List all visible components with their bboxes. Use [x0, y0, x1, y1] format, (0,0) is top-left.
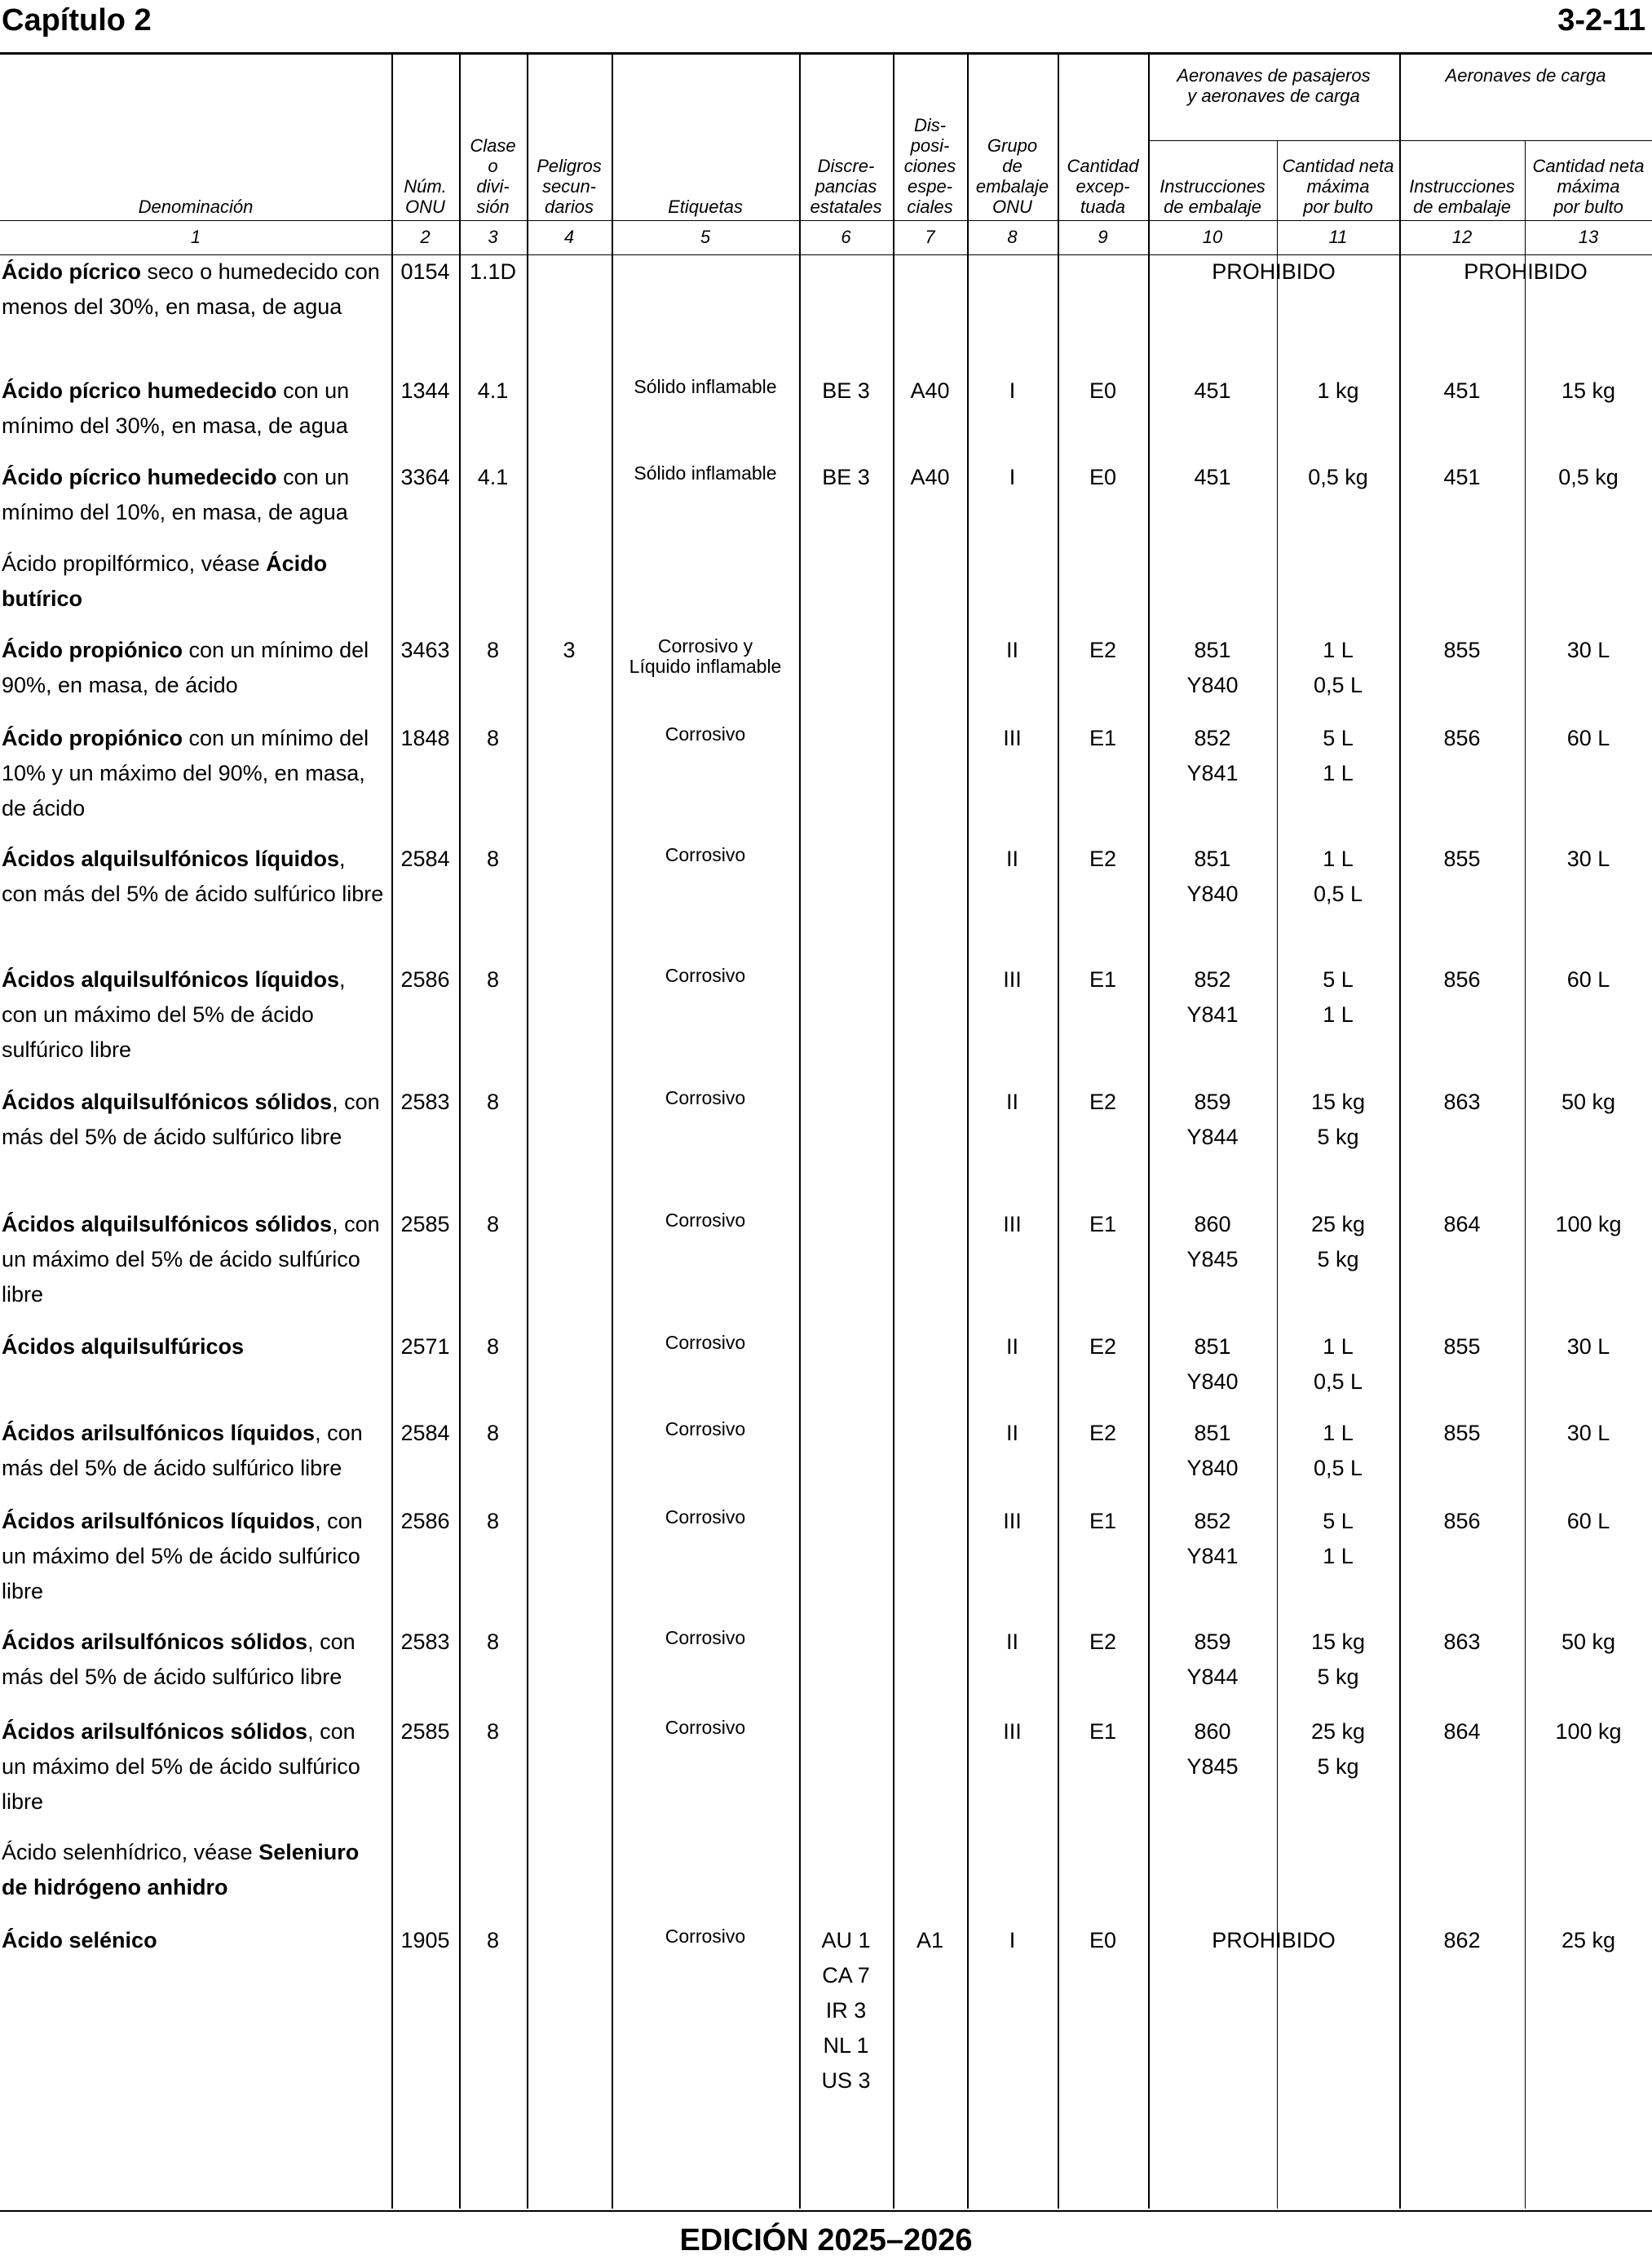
cell-class: 8 [486, 1629, 500, 1654]
cell-pax_q: 1 L 0,5 L [1313, 1421, 1363, 1480]
name-bold: Ácido propiónico [2, 638, 183, 662]
edition-footer: EDICIÓN 2025–2026 [679, 2223, 973, 2257]
column-number-pg: 8 [1007, 227, 1018, 247]
column-header-eq: Cantidad excep- tuada [1067, 156, 1139, 217]
cell-cao_pi: 856 [1443, 967, 1481, 992]
cell-labels: Corrosivo [665, 1418, 746, 1439]
cell-class: 8 [486, 638, 500, 662]
substance-name [2, 460, 385, 530]
name-text: , con más del 5% de ácido sulfúrico libre [2, 847, 384, 906]
cell-cao_q: 100 kg [1555, 1212, 1622, 1236]
column-number-eq: 9 [1098, 227, 1108, 247]
cell-labels: Corrosivo [665, 1209, 746, 1231]
cell-pg: III [1003, 1212, 1022, 1236]
group-header-rule [1148, 140, 1652, 141]
name-bold: Ácidos arilsulfónicos sólidos [2, 1629, 308, 1654]
cell-cao_pi: 864 [1443, 1719, 1481, 1744]
cell-pg: II [1005, 1334, 1018, 1359]
cell-pax_q: 25 kg 5 kg [1310, 1719, 1366, 1779]
cell-pg: II [1005, 638, 1018, 662]
cell-un: 2571 [400, 1334, 450, 1359]
name-text: con un mínimo del 10% y un máximo del 90%, en masa, de ácido [2, 726, 369, 820]
cell-un: 0154 [400, 259, 450, 284]
cell-pg: III [1003, 967, 1022, 992]
name-bold: Seleniuro de hidrógeno anhidro [2, 1840, 360, 1899]
cell-disc: BE 3 [822, 378, 870, 403]
substance-name [2, 1504, 385, 1609]
cell-class: 8 [486, 1334, 500, 1359]
cell-eq: E2 [1089, 1334, 1117, 1359]
substance-name [2, 1329, 385, 1364]
cell-sp: A40 [910, 378, 950, 403]
column-number-labels: 5 [700, 227, 711, 247]
cell-pax_q: 1 L 0,5 L [1313, 638, 1363, 697]
cell-labels: Corrosivo [665, 1332, 746, 1353]
cell-pg: II [1005, 847, 1018, 871]
cell-cao_q: 0,5 kg [1558, 465, 1619, 489]
cell-eq: E0 [1089, 1928, 1117, 1952]
cell-class: 1.1D [469, 259, 517, 284]
cell-cao_pi: 451 [1443, 378, 1481, 403]
cell-pax_q: 1 kg [1317, 378, 1359, 403]
cell-cao_pi: 451 [1443, 465, 1481, 489]
cell-eq: E1 [1089, 967, 1117, 992]
cell-pax_pi: 851 Y840 [1186, 1334, 1239, 1394]
cell-un: 2586 [400, 1509, 450, 1533]
cell-cao_q: 15 kg [1561, 378, 1616, 403]
cell-class: 8 [486, 1212, 500, 1236]
column-header-sp: Dis- posi- ciones espe- ciales [903, 115, 956, 217]
cell-pg: I [1009, 378, 1016, 403]
cell-cao_pi: 864 [1443, 1212, 1481, 1236]
cell-un: 2584 [400, 847, 450, 871]
cell-cao_q: 60 L [1566, 726, 1610, 750]
cell-labels: Sólido inflamable [634, 376, 777, 397]
cell-pax_q: 5 L 1 L [1323, 726, 1354, 785]
cell-class: 8 [486, 1928, 500, 1952]
column-header-cao_q: Cantidad neta máxima por bulto [1532, 156, 1645, 217]
column-number-name: 1 [190, 227, 201, 247]
cell-labels: Corrosivo [665, 1087, 746, 1108]
cell-cao_pi: 855 [1443, 1421, 1481, 1445]
column-number-cao_pi: 12 [1451, 227, 1473, 247]
cell-class: 4.1 [477, 378, 509, 403]
cell-cao_q: 50 kg [1561, 1629, 1616, 1654]
cell-pax_q: 1 L 0,5 L [1313, 847, 1363, 906]
cell-eq: E1 [1089, 726, 1117, 750]
name-text: , con un máximo del 5% de ácido sulfúrico libre [2, 1212, 380, 1307]
cell-cao_q: 60 L [1566, 1509, 1610, 1533]
cell-class: 8 [486, 1421, 500, 1445]
substance-name [2, 1207, 385, 1312]
cell-pg: I [1009, 465, 1016, 489]
cell-cao_q: 30 L [1566, 638, 1610, 662]
name-bold: Ácidos alquilsulfónicos sólidos [2, 1212, 333, 1236]
cell-sub: 3 [563, 638, 576, 662]
cell-pg: I [1009, 1928, 1016, 1952]
cell-un: 1848 [400, 726, 450, 750]
header-rule [0, 52, 1652, 55]
column-rule [527, 54, 528, 2209]
cell-cao_pi: 855 [1443, 847, 1481, 871]
substance-name [2, 842, 385, 912]
cell-class: 8 [486, 1090, 500, 1114]
cell-un: 1905 [400, 1928, 450, 1952]
cell-un: 3364 [400, 465, 450, 489]
cell-eq: E1 [1089, 1212, 1117, 1236]
substance-name [2, 1835, 385, 1905]
name-bold: Ácido propiónico [2, 726, 183, 750]
column-label-rule [0, 220, 1652, 221]
substance-name [2, 633, 385, 703]
cell-pax_pi: 852 Y841 [1186, 1509, 1239, 1568]
column-header-sub: Peligros secun- darios [537, 156, 602, 217]
column-header-pg: Grupo de embalaje ONU [975, 135, 1049, 217]
name-text: Ácido propilfórmico, véase [2, 551, 267, 576]
chapter-title: Capítulo 2 [2, 3, 152, 38]
cell-labels: Corrosivo [665, 1926, 746, 1947]
cell-eq: E2 [1089, 1090, 1117, 1114]
cell-pax_pi: 860 Y845 [1186, 1719, 1239, 1779]
cell-pax_q: 15 kg 5 kg [1310, 1629, 1366, 1689]
cell-disc: AU 1 CA 7 IR 3 NL 1 US 3 [821, 1928, 871, 2093]
name-text: , con más del 5% de ácido sulfúrico libre [2, 1421, 363, 1480]
cell-disc: BE 3 [822, 465, 870, 489]
cell-cao_pi: 863 [1443, 1090, 1481, 1114]
cell-cao_pi: 855 [1443, 1334, 1481, 1359]
cell-pax_pi: 851 Y840 [1186, 638, 1239, 697]
column-header-cao_pi: Instrucciones de embalaje [1409, 176, 1515, 217]
cell-class: 8 [486, 967, 500, 992]
cell-class: 8 [486, 726, 500, 750]
name-bold: Ácidos alquilsulfúricos [2, 1334, 245, 1359]
cell-cao_pi: 856 [1443, 1509, 1481, 1533]
cell-pax_pi: 859 Y844 [1186, 1629, 1239, 1689]
footer-rule [0, 2210, 1652, 2212]
name-text: , con un máximo del 5% de ácido sulfúrico libre [2, 967, 346, 1062]
name-bold: Ácido selénico [2, 1928, 157, 1952]
cell-un: 2585 [400, 1212, 450, 1236]
name-text: con un mínimo del 10%, en masa, de agua [2, 465, 350, 524]
name-text: , con un máximo del 5% de ácido sulfúrico libre [2, 1509, 363, 1603]
column-number-sub: 4 [563, 227, 575, 247]
cell-pg: III [1003, 726, 1022, 750]
column-header-pax_q: Cantidad neta máxima por bulto [1282, 156, 1394, 217]
name-text: , con más del 5% de ácido sulfúrico libre [2, 1090, 380, 1149]
column-number-sp: 7 [925, 227, 935, 247]
cell-class: 8 [486, 1509, 500, 1533]
cell-pax_pi: 859 Y844 [1186, 1090, 1239, 1149]
name-bold: Ácidos arilsulfónicos líquidos [2, 1509, 316, 1533]
substance-name [2, 254, 385, 325]
name-text: Ácido selenhídrico, véase [2, 1840, 259, 1864]
cell-cao_pi: 862 [1443, 1928, 1481, 1952]
prohibited-passenger: PROHIBIDO [1212, 1928, 1336, 1952]
substance-name [2, 1085, 385, 1155]
cell-labels: Corrosivo [665, 1627, 746, 1648]
cell-labels: Corrosivo [665, 844, 746, 865]
cell-pax_q: 1 L 0,5 L [1313, 1334, 1363, 1394]
cell-eq: E2 [1089, 638, 1117, 662]
group-header-cargo: Aeronaves de carga [1445, 65, 1606, 86]
substance-name [2, 1416, 385, 1486]
cell-cao_pi: 855 [1443, 638, 1481, 662]
column-rule [1277, 140, 1278, 2209]
cell-pax_q: 25 kg 5 kg [1310, 1212, 1366, 1271]
cell-eq: E0 [1089, 465, 1117, 489]
cell-cao_q: 30 L [1566, 847, 1610, 871]
name-text: , con un máximo del 5% de ácido sulfúrico libre [2, 1719, 360, 1814]
name-bold: Ácidos arilsulfónicos líquidos [2, 1421, 316, 1445]
cell-pg: II [1005, 1421, 1018, 1445]
cell-pax_pi: 852 Y841 [1186, 726, 1239, 785]
column-number-disc: 6 [841, 227, 851, 247]
cell-eq: E1 [1089, 1719, 1117, 1744]
cell-pax_q: 5 L 1 L [1323, 1509, 1354, 1568]
name-text: con un mínimo del 90%, en masa, de ácido [2, 638, 369, 697]
cell-labels: Sólido inflamable [634, 462, 777, 484]
cell-labels: Corrosivo [665, 1506, 746, 1528]
column-header-name: Denominación [138, 197, 254, 217]
name-bold: Ácido pícrico humedecido [2, 378, 277, 403]
cell-class: 8 [486, 1719, 500, 1744]
cell-class: 8 [486, 847, 500, 871]
cell-pax_q: 0,5 kg [1308, 465, 1368, 489]
cell-pg: II [1005, 1629, 1018, 1654]
cell-eq: E2 [1089, 847, 1117, 871]
group-header-passenger: Aeronaves de pasajeros y aeronaves de carga [1177, 65, 1371, 106]
cell-cao_pi: 863 [1443, 1629, 1481, 1654]
column-header-un: Núm. ONU [404, 176, 447, 217]
column-rule [1525, 140, 1526, 2209]
cell-labels: Corrosivo [665, 723, 746, 745]
cell-pax_pi: 451 [1194, 378, 1231, 403]
substance-name [2, 1714, 385, 1820]
column-number-pax_q: 11 [1328, 227, 1348, 247]
cell-un: 2585 [400, 1719, 450, 1744]
name-text: con un mínimo del 30%, en masa, de agua [2, 378, 350, 438]
cell-eq: E2 [1089, 1629, 1117, 1654]
cell-pg: III [1003, 1509, 1022, 1533]
prohibited-passenger: PROHIBIDO [1212, 259, 1336, 284]
cell-un: 2584 [400, 1421, 450, 1445]
cell-sp: A1 [916, 1928, 944, 1952]
name-bold: Ácido pícrico [2, 259, 142, 284]
cell-pax_pi: 852 Y841 [1186, 967, 1239, 1027]
cell-un: 2586 [400, 967, 450, 992]
cell-cao_q: 30 L [1566, 1334, 1610, 1359]
name-bold: Ácidos alquilsulfónicos líquidos [2, 847, 340, 871]
substance-name [2, 962, 385, 1068]
prohibited-cargo: PROHIBIDO [1464, 259, 1588, 284]
cell-labels: Corrosivo [665, 965, 746, 986]
cell-un: 2583 [400, 1629, 450, 1654]
column-header-pax_pi: Instrucciones de embalaje [1159, 176, 1266, 217]
cell-pax_pi: 451 [1194, 465, 1231, 489]
cell-pax_q: 5 L 1 L [1323, 967, 1354, 1027]
cell-cao_q: 100 kg [1555, 1719, 1622, 1744]
page-number: 3-2-11 [1557, 3, 1645, 38]
column-number-cao_q: 13 [1578, 227, 1599, 247]
cell-pg: III [1003, 1719, 1022, 1744]
substance-name [2, 1923, 385, 1958]
cell-un: 1344 [400, 378, 450, 403]
cell-pax_pi: 860 Y845 [1186, 1212, 1239, 1271]
name-bold: Ácidos alquilsulfónicos líquidos [2, 967, 340, 992]
cell-pg: II [1005, 1090, 1018, 1114]
cell-pax_pi: 851 Y840 [1186, 847, 1239, 906]
column-number-un: 2 [420, 227, 431, 247]
cell-class: 4.1 [477, 465, 509, 489]
name-text: , con más del 5% de ácido sulfúrico libre [2, 1629, 356, 1689]
name-bold: Ácido butírico [2, 551, 328, 611]
cell-cao_q: 30 L [1566, 1421, 1610, 1445]
cell-sp: A40 [910, 465, 950, 489]
name-text: seco o humedecido con menos del 30%, en masa, de agua [2, 259, 380, 319]
cell-labels: Corrosivo [665, 1717, 746, 1738]
name-bold: Ácido pícrico humedecido [2, 465, 277, 489]
cell-cao_q: 60 L [1566, 967, 1610, 992]
cell-eq: E1 [1089, 1509, 1117, 1533]
cell-cao_pi: 856 [1443, 726, 1481, 750]
substance-name [2, 1625, 385, 1695]
cell-eq: E2 [1089, 1421, 1117, 1445]
substance-name [2, 721, 385, 826]
name-bold: Ácidos alquilsulfónicos sólidos [2, 1090, 333, 1114]
column-header-labels: Etiquetas [668, 197, 743, 217]
column-header-class: Clase o divi- sión [470, 135, 516, 217]
cell-eq: E0 [1089, 378, 1117, 403]
cell-labels: Corrosivo y Líquido inflamable [629, 635, 782, 677]
column-number-pax_pi: 10 [1202, 227, 1223, 247]
cell-cao_q: 50 kg [1561, 1090, 1616, 1114]
name-bold: Ácidos arilsulfónicos sólidos [2, 1719, 308, 1744]
cell-un: 2583 [400, 1090, 450, 1114]
cell-cao_q: 25 kg [1561, 1928, 1616, 1952]
column-header-disc: Discre- pancias estatales [810, 156, 882, 217]
substance-name [2, 374, 385, 444]
column-number-class: 3 [488, 227, 498, 247]
substance-name [2, 546, 385, 617]
cell-pax_pi: 851 Y840 [1186, 1421, 1239, 1480]
cell-un: 3463 [400, 638, 450, 662]
cell-pax_q: 15 kg 5 kg [1310, 1090, 1366, 1149]
